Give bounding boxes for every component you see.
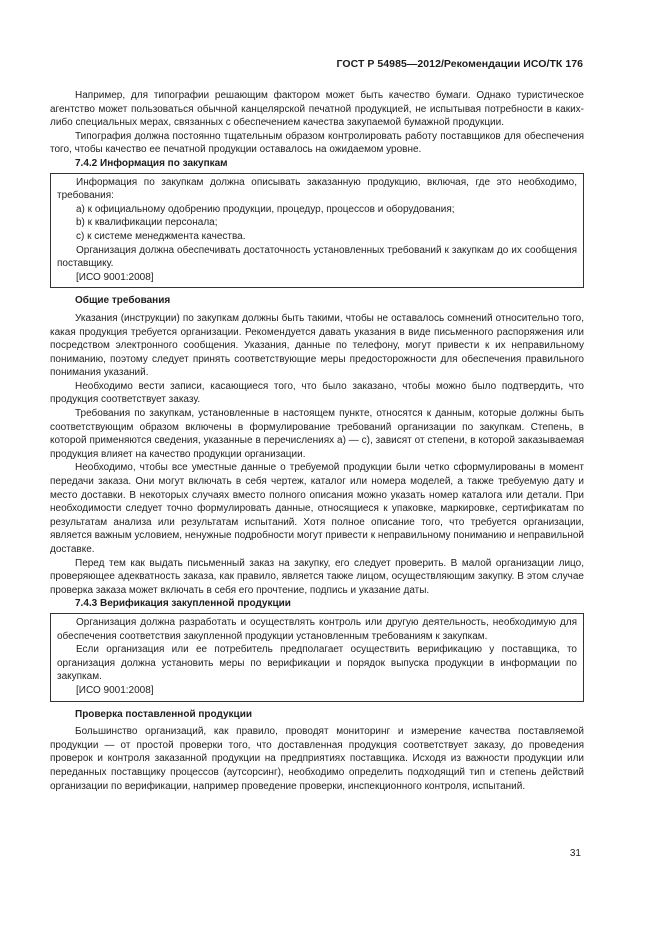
subheading-general-requirements: Общие требования	[75, 295, 171, 307]
section-heading-742: 7.4.2 Информация по закупкам	[75, 157, 228, 169]
quote-list-item: a) к официальному одобрению продукции, процедур, процессов и оборудования;	[76, 203, 455, 215]
quote-list-item: c) к системе менеджмента качества.	[76, 230, 246, 242]
intro-paragraph: Типография должна постоянно тщательным образом контролировать работу поставщиков для обеспечения того, чтобы качество ее печатной продукции оставалось на ожидаемом уровне.	[50, 130, 584, 156]
intro-paragraph: Например, для типографии решающим фактором может быть качество бумаги. Однако туристическое агентство может пользоваться обычной канцелярской печатной продукцией, не испытывая потребности в каких-либо специальных мерах, связанных с обеспечением качества закупаемой бумажной продукции.	[50, 90, 584, 129]
document-header: ГОСТ Р 54985—2012/Рекомендации ИСО/ТК 176	[336, 58, 583, 70]
body-paragraph: Перед тем как выдать письменный заказ на закупку, его следует проверить. В малой организации лицо, проверяющее адекватность заказа, как правило, является также лицом, осуществляющим закупку. В этом случае проверка заказа может включать в себя его прочтение, подпись и указание даты.	[50, 557, 584, 596]
quote-reference: [ИСО 9001:2008]	[76, 271, 154, 283]
quote-list-item: b) к квалификации персонала;	[76, 217, 218, 229]
page-content	[50, 89, 584, 793]
body-paragraph: Необходимо, чтобы все уместные данные о требуемой продукции были четко сформулированы в момент передачи заказа. Они могут включать в себя чертеж, каталог или номера моделей, а также требуемую дату и место доставки. В некоторых случаях вместо полного описания можно указать номер каталога или детали. При необходимости следует точно формулировать данные, относящиеся к упаковке, маркировке, сертификатам по результатам анализа или результатам испытаний. Хотя полное описание того, что требуется организации, является важным условием, ненужные подробности могут привести к неправильному пониманию и неправильной доставке.	[50, 462, 584, 555]
body-paragraph: Указания (инструкции) по закупкам должны быть такими, чтобы не оставалось сомнений относительно того, какая продукция требуется организации. Рекомендуется давать указания в виде письменного распоряжения или посредством электронного сообщения. Указания, данные по телефону, могут привести к их неправильному пониманию, поэтому следует принять соответствующие меры предосторожности для обеспечения правильного понимания указаний.	[50, 312, 584, 379]
page-number: 31	[569, 848, 581, 859]
quote-paragraph: Организация должна разработать и осуществлять контроль или другую деятельность, необходимую для обеспечения соответствия закупленной продукции установленным требованиям к закупкам.	[57, 616, 577, 642]
section-heading-743: 7.4.3 Верификация закупленной продукции	[75, 598, 291, 610]
subheading-delivered-product-check: Проверка поставленной продукции	[75, 708, 252, 720]
quote-paragraph: Информация по закупкам должна описывать заказанную продукцию, включая, где это необходимо, требования:	[57, 176, 577, 202]
quote-paragraph: Организация должна обеспечивать достаточность установленных требований к закупкам до их сообщения поставщику.	[57, 244, 577, 270]
quote-reference: [ИСО 9001:2008]	[76, 684, 154, 696]
iso-quote-box-742	[50, 173, 584, 289]
body-paragraph: Большинство организаций, как правило, проводят мониторинг и измерение качества поставляемой продукции — от простой проверки того, что доставленная продукция соответствует заказу, до проведения проверок и контроля заказанной продукции на предприятиях поставщика. Исходя из важности продукции или переданных поставщику процессов (аутсорсинг), необходимо определить подходящий тип и степень действий организации по верификации, например проведение проверки, инспекционного контроля, испытаний.	[50, 726, 584, 792]
body-paragraph: Необходимо вести записи, касающиеся того, что было заказано, чтобы можно было подтвердить, что продукция соответствует заказу.	[50, 380, 584, 406]
quote-paragraph: Если организация или ее потребитель предполагает осуществить верификацию у поставщика, то организация должна установить меры по верификации и порядок выпуска продукции в информации по закупкам.	[57, 644, 577, 683]
body-paragraph: Требования по закупкам, установленные в настоящем пункте, относятся к данным, которые должны быть соответствующим образом включены в формулирование требований организации по закупкам. Степень, в которой применяются сведения, указанные в перечислениях а) — с), зависят от степени, в которой заказываемая продукция влияет на качество продукции организации.	[50, 408, 584, 460]
iso-quote-box-743	[50, 613, 584, 702]
